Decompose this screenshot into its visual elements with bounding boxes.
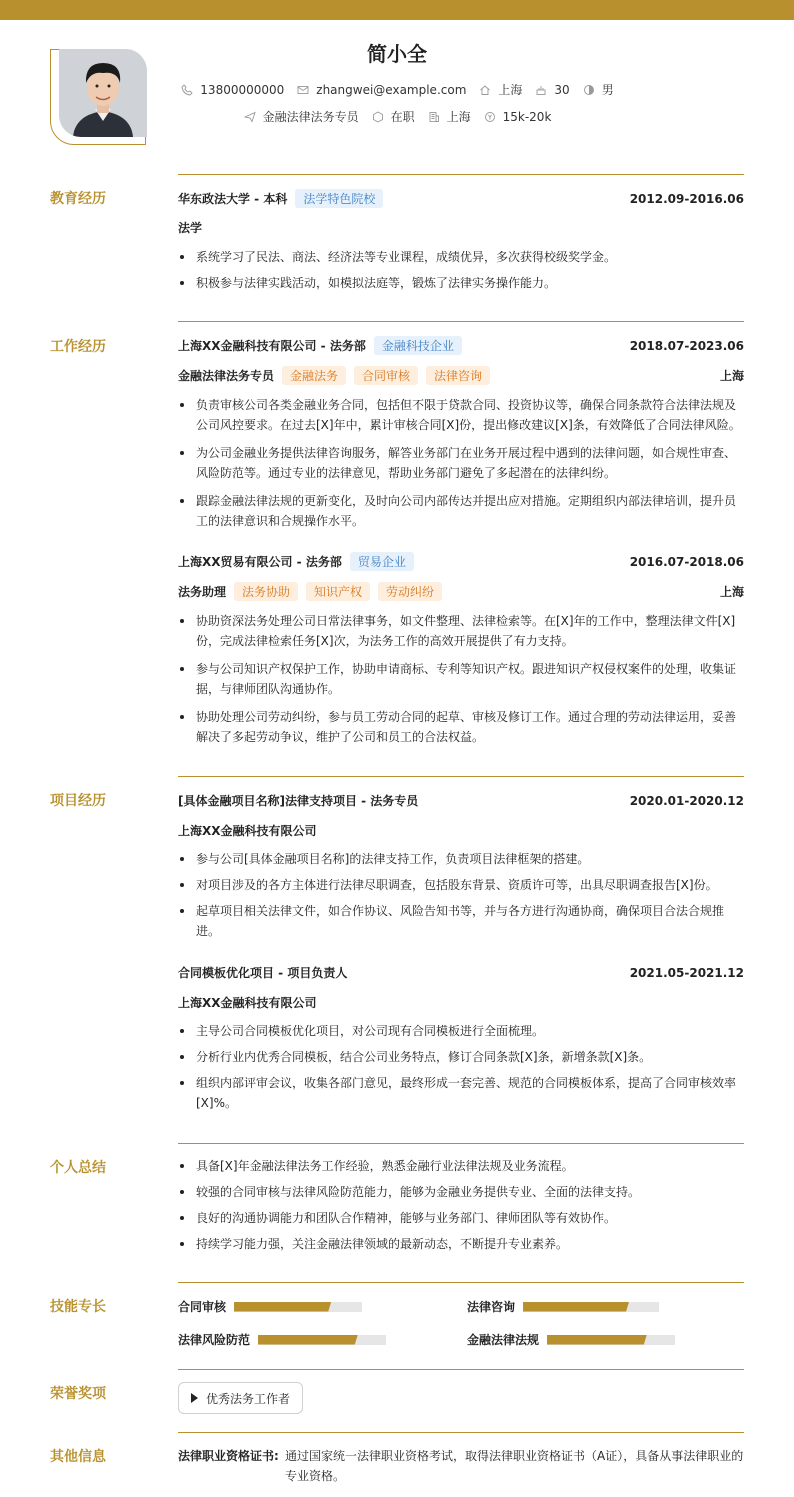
job-date: 2016.07-2018.06 [629, 554, 744, 569]
list-item: 分析行业内优秀合同模板，结合公司业务特点，修订合同条款[X]条，新增条款[X]条。 [178, 1047, 744, 1067]
status-icon [371, 110, 385, 124]
section-title-skills: 技能专长 [50, 1299, 106, 1315]
section-divider [178, 1432, 744, 1433]
project-company-row [178, 822, 744, 839]
job-location: 上海 [719, 369, 744, 383]
skill-name: 合同审核 [178, 1300, 227, 1314]
skill-bar-fill [547, 1335, 647, 1345]
age-item: 30 [534, 81, 569, 98]
section-title-work: 工作经历 [50, 339, 106, 355]
skill-bar [258, 1335, 386, 1345]
list-item: 参与公司知识产权保护工作，协助申请商标、专利等知识产权。跟进知识产权侵权案件的处理，收集证据，与律师团队沟通协作。 [178, 659, 744, 699]
job-position-row [178, 582, 744, 601]
skill-bar-fill [258, 1335, 358, 1345]
skill-tag: 金融法务 [282, 366, 346, 385]
job-position-row [178, 366, 744, 385]
skill-bar [234, 1302, 362, 1312]
section-divider [178, 174, 744, 175]
list-item: 持续学习能力强，关注金融法律领域的最新动态，不断提升专业素养。 [178, 1234, 744, 1254]
list-item: 具备[X]年金融法律法务工作经验，熟悉金融行业法律法规及业务流程。 [178, 1156, 744, 1176]
position-item: 金融法律法务专员 [243, 108, 359, 125]
project-company-row [178, 994, 744, 1011]
company-name: 上海XX贸易有限公司 - 法务部 [178, 555, 342, 569]
list-item: 起草项目相关法律文件，如合作协议、风险告知书等，并与各方进行沟通协商，确保项目合法合规推进。 [178, 901, 744, 941]
candidate-name: 简小全 [367, 42, 427, 66]
skill-item [178, 1298, 362, 1315]
skill-bar-fill [523, 1302, 629, 1312]
job-position: 法务助理 [178, 585, 227, 599]
skill-tag: 法务协助 [234, 582, 298, 601]
job-intent-row [0, 108, 794, 125]
building-icon [427, 110, 441, 124]
list-item: 系统学习了民法、商法、经济法等专业课程，成绩优异，多次获得校级奖学金。 [178, 247, 744, 267]
section-title-education: 教育经历 [50, 191, 106, 207]
project-company: 上海XX金融科技有限公司 [178, 996, 317, 1010]
list-item: 协助资深法务处理公司日常法律事务，如文件整理、法律检索等。在[X]年的工作中，整理法律文件[X]份，完成法律检索任务[X]次，为法务工作的高效开展提供了有力支持。 [178, 611, 744, 651]
play-icon [191, 1393, 198, 1403]
skill-item [467, 1298, 659, 1315]
phone-item: 13800000000 [180, 81, 284, 98]
skill-item [178, 1331, 386, 1348]
status-item: 在职 [371, 108, 415, 125]
company-tag: 贸易企业 [350, 552, 414, 571]
education-date: 2012.09-2016.06 [629, 191, 744, 206]
school-name: 华东政法大学 - 本科 [178, 192, 288, 206]
top-accent-bar [0, 0, 794, 20]
award-label: 优秀法务工作者 [206, 1391, 291, 1406]
section-title-projects: 项目经历 [50, 793, 106, 809]
company-tag: 金融科技企业 [374, 336, 462, 355]
project-company: 上海XX金融科技有限公司 [178, 824, 317, 838]
project-header [178, 964, 744, 981]
education-header [178, 189, 744, 208]
list-item: 参与公司[具体金融项目名称]的法律支持工作，负责项目法律框架的搭建。 [178, 849, 744, 869]
skill-name: 法律风险防范 [178, 1333, 251, 1347]
list-item: 为公司金融业务提供法律咨询服务，解答业务部门在业务开展过程中遇到的法律问题，如合规性审查、风险防范等。通过专业的法律意见，帮助业务部门避免了多起潜在的法律纠纷。 [178, 443, 744, 483]
award-item[interactable] [178, 1382, 303, 1414]
major: 法学 [178, 221, 203, 235]
skill-tag: 法律咨询 [426, 366, 490, 385]
list-item: 积极参与法律实践活动，如模拟法庭等，锻炼了法律实务操作能力。 [178, 273, 744, 293]
salary-item: 15k-20k [483, 108, 552, 125]
mail-icon [296, 83, 310, 97]
certificate-text: 通过国家统一法律职业资格考试，取得法律职业资格证书（A证），具备从事法律职业的专业资格。 [285, 1449, 744, 1483]
project-name: 合同模板优化项目 - 项目负责人 [178, 966, 348, 980]
skill-item [467, 1331, 675, 1348]
project-date: 2021.05-2021.12 [629, 965, 744, 980]
section-title-honors: 荣誉奖项 [50, 1386, 106, 1402]
gender-icon [582, 83, 596, 97]
company-name: 上海XX金融科技有限公司 - 法务部 [178, 339, 366, 353]
list-item: 负责审核公司各类金融业务合同，包括但不限于贷款合同、投资协议等，确保合同条款符合法律法规及公司风控要求。在过去[X]年中，累计审核合同[X]份，提出修改建议[X]条，有效降低了合同法律风险。 [178, 395, 744, 435]
list-item: 良好的沟通协调能力和团队合作精神，能够与业务部门、律师团队等有效协作。 [178, 1208, 744, 1228]
section-divider [178, 1143, 744, 1144]
major-row [178, 219, 744, 236]
job-header [178, 552, 744, 571]
section-divider [178, 776, 744, 777]
city-item: 上海 [478, 81, 522, 98]
section-divider [178, 1282, 744, 1283]
skill-tag: 合同审核 [354, 366, 418, 385]
section-title-other: 其他信息 [50, 1449, 106, 1465]
phone-icon [180, 83, 194, 97]
certificate-label: 法律职业资格证书: [178, 1449, 279, 1463]
section-divider [178, 321, 744, 322]
list-item: 组织内部评审会议，收集各部门意见，最终形成一套完善、规范的合同模板体系，提高了合同审核效率[X]%。 [178, 1073, 744, 1113]
home-icon [478, 83, 492, 97]
list-item: 协助处理公司劳动纠纷，参与员工劳动合同的起草、审核及修订工作。通过合理的劳动法律运用，妥善解决了多起劳动争议，维护了公司和员工的合法权益。 [178, 707, 744, 747]
job-position: 金融法律法务专员 [178, 369, 275, 383]
gender-item: 男 [582, 81, 614, 98]
salary-icon [483, 110, 497, 124]
school-tag: 法学特色院校 [295, 189, 383, 208]
section-divider [178, 1369, 744, 1370]
list-item: 主导公司合同模板优化项目，对公司现有合同模板进行全面梳理。 [178, 1021, 744, 1041]
list-item: 较强的合同审核与法律风险防范能力，能够为金融业务提供专业、全面的法律支持。 [178, 1182, 744, 1202]
skill-name: 金融法律法规 [467, 1333, 540, 1347]
job-header [178, 336, 744, 355]
cake-icon [534, 83, 548, 97]
project-header [178, 792, 744, 809]
send-icon [243, 110, 257, 124]
skill-bar [547, 1335, 675, 1345]
skill-tag: 劳动纠纷 [378, 582, 442, 601]
job-location: 上海 [719, 585, 744, 599]
contact-row [0, 81, 794, 98]
job-date: 2018.07-2023.06 [629, 338, 744, 353]
skill-bar-fill [234, 1302, 331, 1312]
skill-bar [523, 1302, 659, 1312]
section-title-summary: 个人总结 [50, 1160, 106, 1176]
work-city-item: 上海 [427, 108, 471, 125]
project-date: 2020.01-2020.12 [629, 793, 744, 808]
skill-name: 法律咨询 [467, 1300, 516, 1314]
list-item: 跟踪金融法律法规的更新变化，及时向公司内部传达并提出应对措施。定期组织内部法律培训，提升员工的法律意识和合规操作水平。 [178, 491, 744, 531]
skill-tag: 知识产权 [306, 582, 370, 601]
email-item: zhangwei@example.com [296, 81, 466, 98]
project-name: [具体金融项目名称]法律支持项目 - 法务专员 [178, 794, 419, 808]
list-item: 对项目涉及的各方主体进行法律尽职调查，包括股东背景、资质许可等，出具尽职调查报告[X]份。 [178, 875, 744, 895]
